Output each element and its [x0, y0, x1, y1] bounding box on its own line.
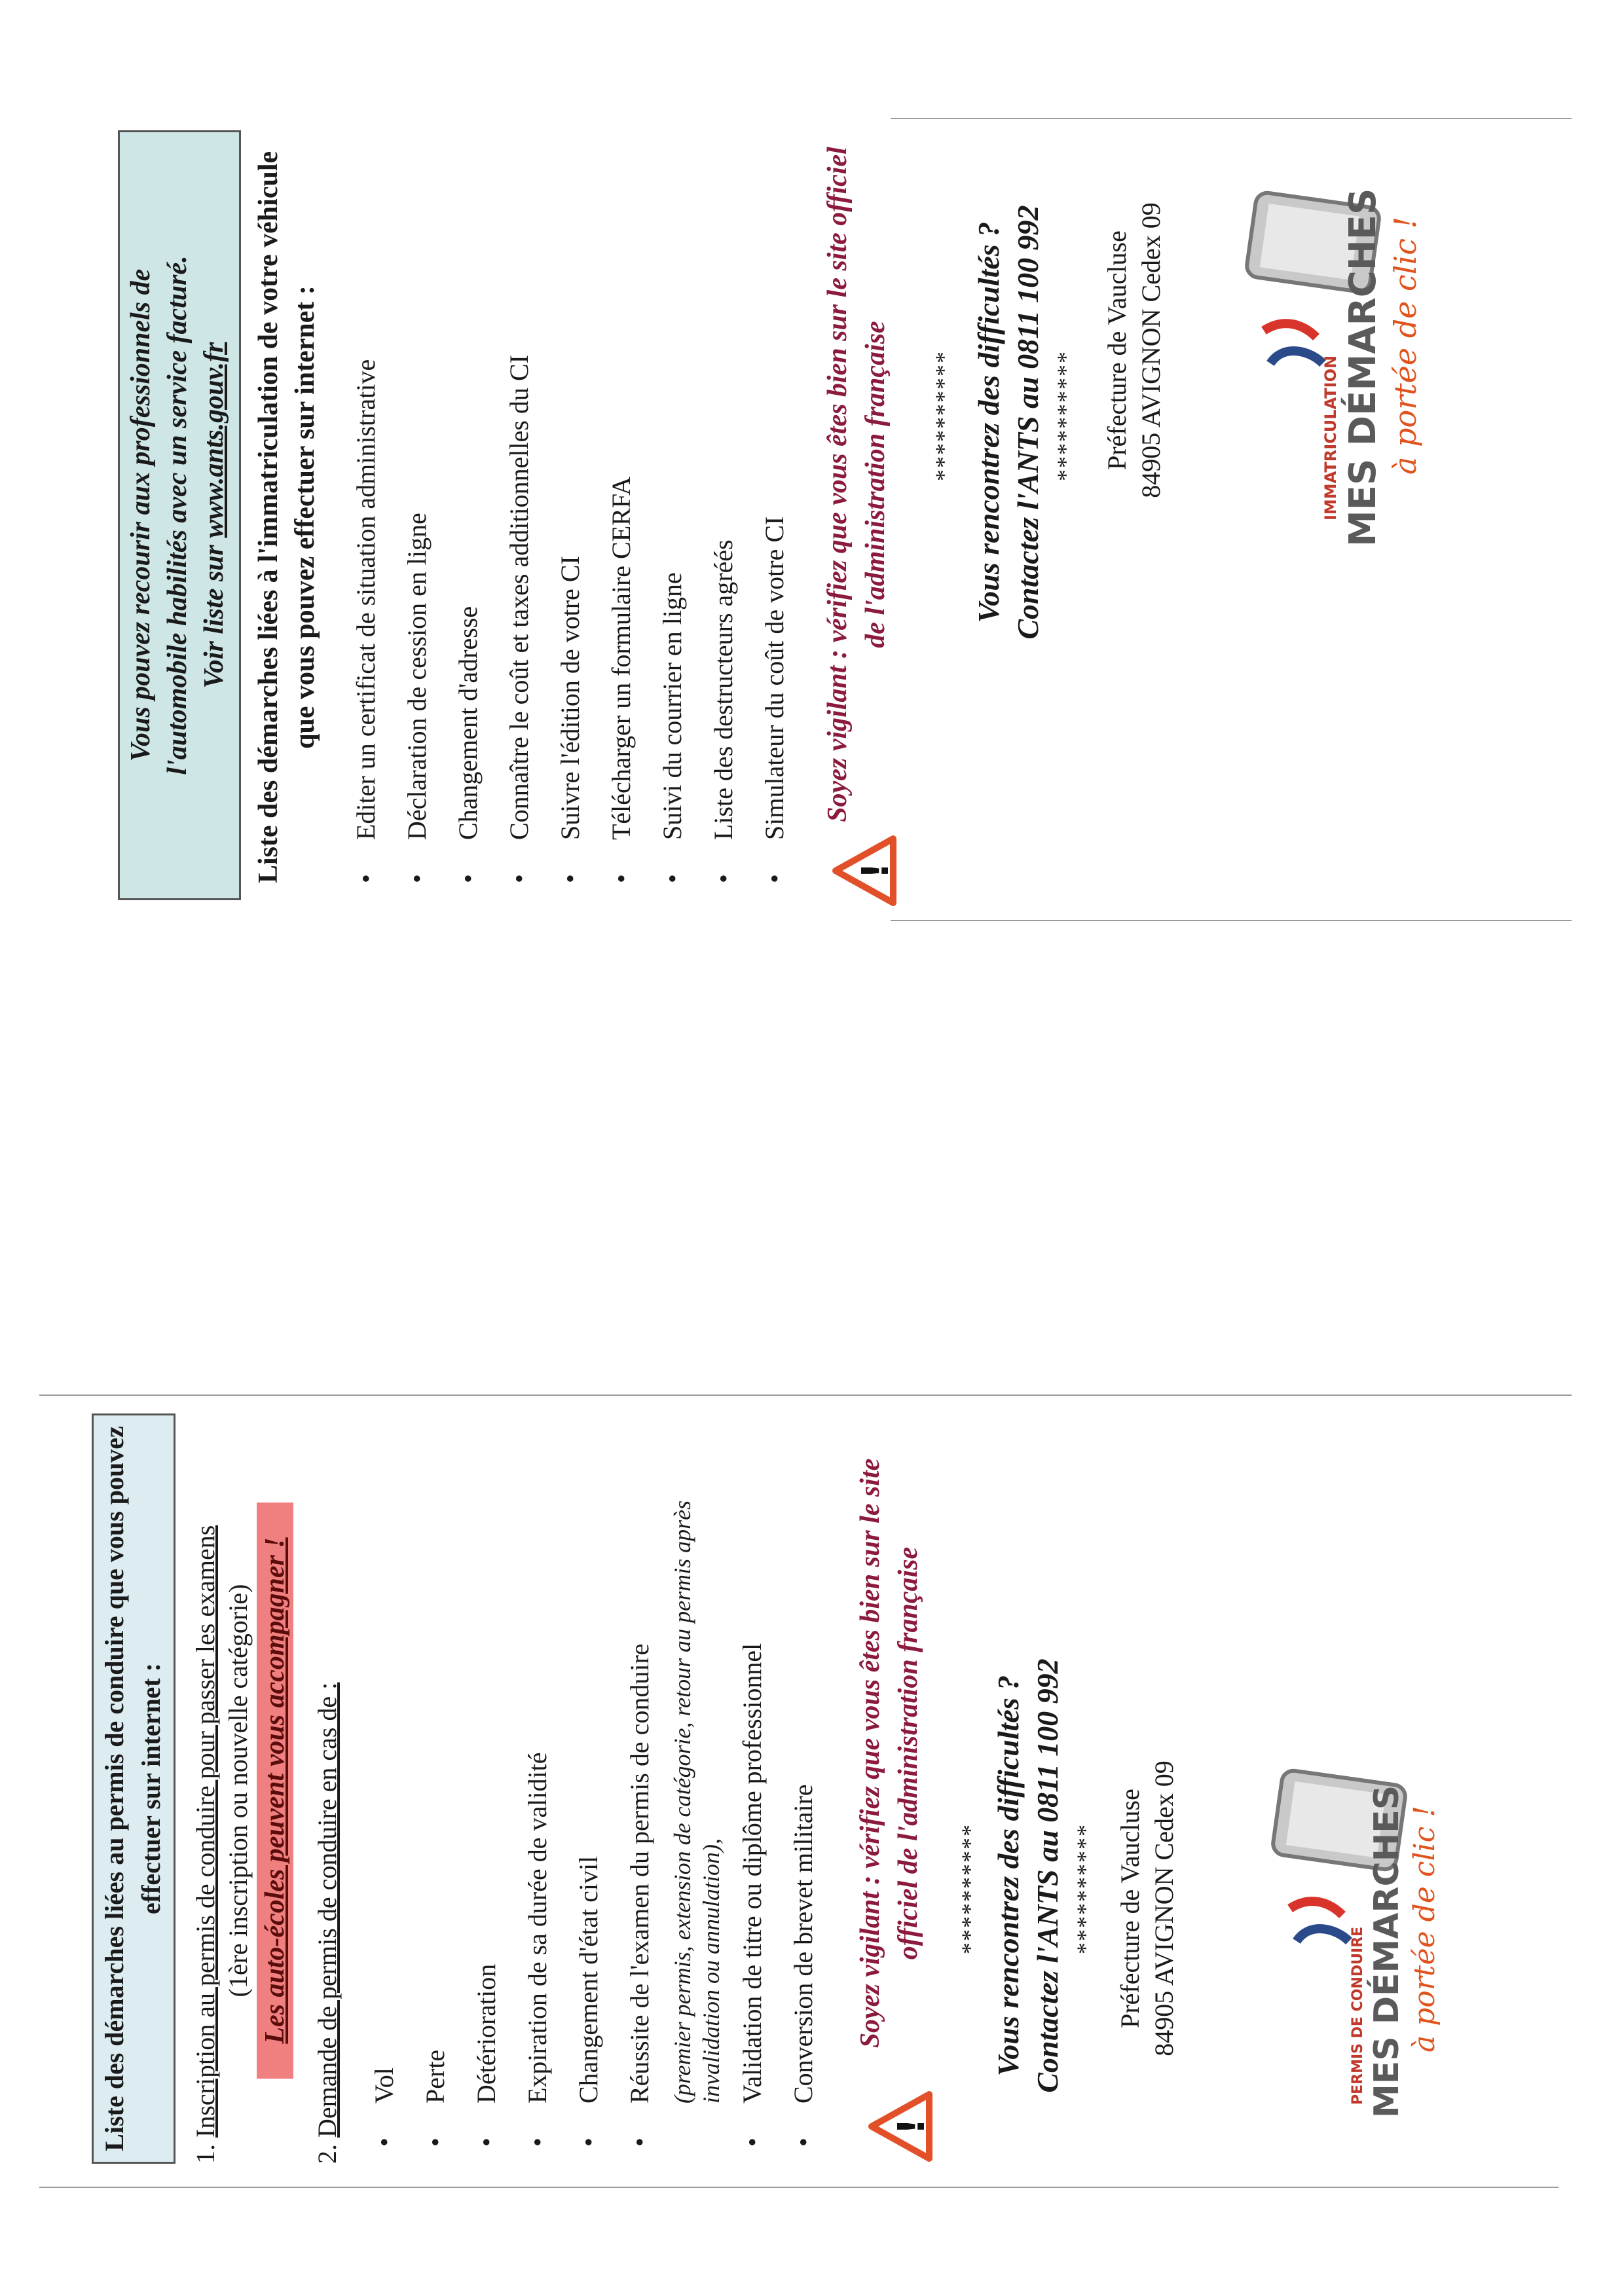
right-header-line3: Voir liste sur www.ants.gouv.fr: [199, 342, 229, 689]
svg-text:!: !: [855, 862, 897, 879]
item1: [190, 1391, 221, 2164]
item2-text: Demande de permis de conduire en cas de :: [312, 1682, 342, 2138]
right-panel: [79, 121, 1624, 917]
list-item: • Déclaration de cession en ligne: [392, 134, 443, 887]
list-item: • Détérioration: [461, 1417, 512, 2151]
list-item: • Expiration de sa durée de validité: [512, 1417, 563, 2151]
autoecole-text: Les auto-écoles peuvent vous accompagner !: [260, 1537, 290, 2044]
list-item: • Connaître le coût et taxes additionnelles du CI: [494, 134, 545, 887]
right-logo-sub: à portée de clic !: [1388, 216, 1423, 475]
left-prefecture: Préfecture de Vaucluse: [1115, 1789, 1145, 2028]
list-item: • Conversion de brevet militaire: [778, 1417, 829, 2151]
list-item: • Changement d'état civil: [563, 1417, 614, 2151]
top-rule: [891, 118, 1572, 119]
list-item: • Suivi du courrier en ligne: [647, 134, 698, 887]
list-item: • Simulateur du coût de votre CI: [749, 134, 800, 887]
left-difficulty: Vous rencontrez des difficultés ?: [991, 1675, 1025, 2077]
item1-text: Inscription au permis de conduire pour passer les examens: [191, 1525, 220, 2138]
right-warning-text: Soyez vigilant : vérifiez que vous êtes bien sur le site officiel de l'administration française: [822, 147, 891, 822]
left-header: [92, 1413, 175, 2164]
item2: [312, 1683, 343, 2164]
right-prefecture: Préfecture de Vaucluse: [1102, 230, 1132, 470]
right-warning-icon: [832, 835, 897, 907]
left-logo-title: MES DÉMARCHES: [1367, 1785, 1407, 2118]
ants-link[interactable]: www.ants.gouv.fr: [199, 342, 229, 538]
left-stars-2: **********: [1072, 1823, 1098, 1954]
item2-num: 2.: [312, 2144, 342, 2164]
list-item: • Validation de titre ou diplôme professionnel: [727, 1417, 778, 2151]
list-item: • Télécharger un formulaire CERFA: [596, 134, 647, 887]
list-item: • Changement d'adresse: [443, 134, 494, 887]
left-logo-sub: à portée de clic !: [1408, 1806, 1441, 2052]
left-panel: [79, 1401, 1624, 2180]
right-difficulty: Vous rencontrez des difficultés ?: [972, 221, 1005, 623]
right-stars-2: **********: [1052, 350, 1079, 481]
left-logo-category: PERMIS DE CONDUIRE: [1350, 1926, 1366, 2105]
left-address: 84905 AVIGNON Cedex 09: [1149, 1760, 1179, 2056]
left-bullet-list: [359, 1417, 665, 2151]
right-title: Liste des démarches liées à l'immatriculation de votre véhicule que vous pouvez effectuer sur internet :: [253, 151, 320, 884]
svg-text:!: !: [891, 2118, 933, 2135]
autoecole-highlight: [257, 1503, 293, 2079]
right-logo-title: MES DÉMARCHES: [1342, 188, 1384, 547]
item1-sub: (1ère inscription ou nouvelle catégorie): [223, 1584, 253, 1997]
right-logo-category: IMMATRICULATION: [1321, 355, 1340, 520]
right-address: 84905 AVIGNON Cedex 09: [1136, 202, 1166, 498]
mid-rule-left: [39, 1394, 1572, 1396]
right-mes-demarches-logo: [1244, 141, 1441, 573]
left-bullet-list-2: [727, 1417, 829, 2151]
right-stars-1: **********: [931, 350, 957, 481]
list-item: • Liste des destructeurs agréés: [698, 134, 749, 887]
list-item: • Suivre l'édition de votre CI: [545, 134, 596, 887]
right-contact: Contactez l'ANTS au 0811 100 992: [1011, 205, 1044, 640]
left-warning-text: Soyez vigilant : vérifiez que vous êtes bien sur le site officiel de l'administration française: [855, 1458, 923, 2049]
left-stars-1: **********: [957, 1823, 983, 1954]
bottom-rule: [39, 2187, 1559, 2188]
right-bullet-list: [341, 134, 800, 887]
left-contact: Contactez l'ANTS au 0811 100 992: [1031, 1658, 1064, 2093]
list-item: • Editer un certificat de situation administrative: [341, 134, 392, 887]
right-header-line2: l'automobile habilités avec un service facturé.: [162, 255, 193, 775]
left-header-text: Liste des démarches liées au permis de conduire que vous pouvez effectuer sur internet :: [100, 1426, 166, 2151]
left-note: (premier permis, extension de catégorie, retour au permis après invalidation ou annulation),: [669, 1500, 724, 2104]
right-header-line1: Vous pouvez recourir aux professionnels de: [126, 268, 156, 762]
item1-num: 1.: [191, 2144, 220, 2164]
left-warning-icon: [868, 2090, 933, 2162]
list-item: • Réussite de l'examen du permis de conduire: [614, 1417, 665, 2151]
list-item: • Vol: [359, 1417, 410, 2151]
left-mes-demarches-logo: [1270, 1719, 1454, 2138]
right-header: [118, 130, 241, 900]
mid-rule-right: [891, 920, 1572, 921]
list-item: • Perte: [410, 1417, 461, 2151]
